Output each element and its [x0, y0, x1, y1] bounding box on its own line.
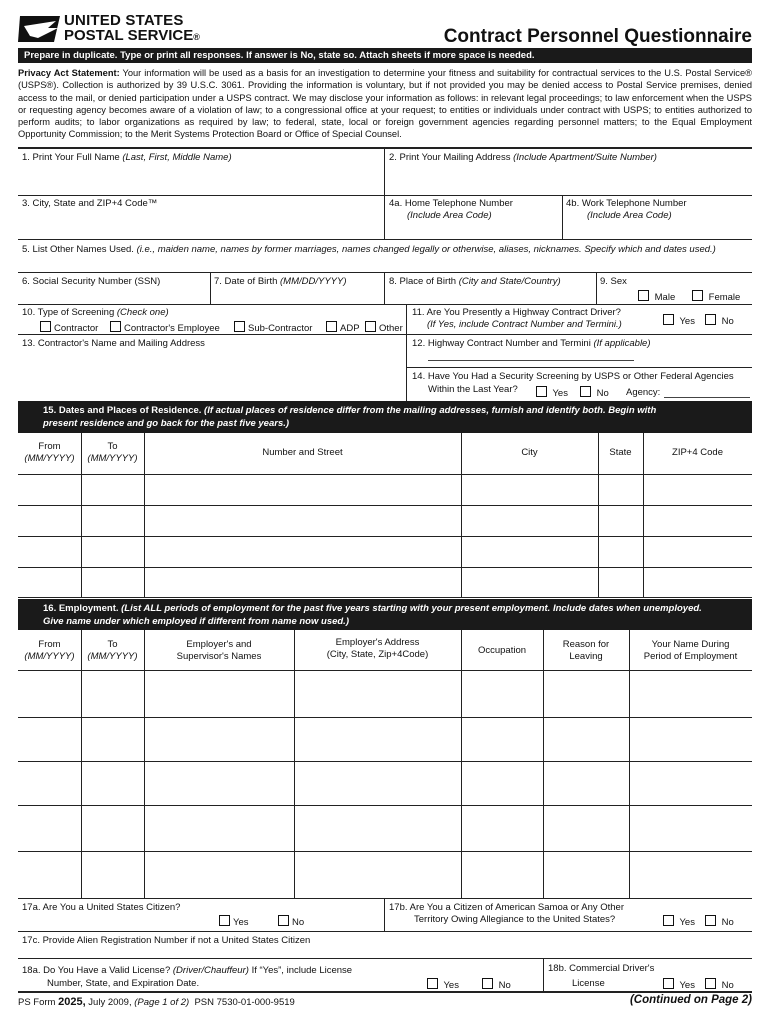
full-name-field[interactable]: [19, 164, 383, 194]
privacy-statement: Privacy Act Statement: Your information will be used as a basis for an investigation to determine your fitness and suitability for contractual services to the U.S. Postal Service® (USPS®). Collection is authorized by 39 U.S.C. 3061. Providing the information is voluntary, but if not provided you may be denied access to Postal Service premises, denied access to the mail, or denied participation under a USPS contract. We may disclose your information as follows: in relevant legal proceedings; to law enforcement when the USPS or requesting agency becomes aware of a violation of law; to a congressional office at your request; to entities or individuals under contract with USPS; to entities authorized to perform audits; to labor organizations as required by law; to federal, state, local or foreign government agencies regarding personnel matters; to the Equal Employment Opportunity Commission; to the Merit Systems Protection Board or Office of Special Counsel.: [18, 68, 752, 140]
emp-col-to: To (MM/YYYY): [87, 639, 138, 662]
section-15-header: 15. Dates and Places of Residence. (If actual places of residence differ from the mailing addresses, furnish and identify both. Begin with present residence and go back for the past five years.): [18, 401, 752, 433]
alien-registration-field[interactable]: [19, 946, 751, 957]
cdl-yes[interactable]: Yes: [663, 978, 695, 991]
hcd-yes-checkbox[interactable]: [663, 314, 674, 325]
field-18a-label-2: Number, State, and Expiration Date.: [47, 978, 200, 989]
form-title: Contract Personnel Questionnaire: [443, 26, 752, 47]
res-col-street: Number and Street: [262, 447, 343, 458]
field-14-label: 14. Have You Had a Security Screening by USPS or Other Federal Agencies: [412, 371, 734, 382]
cdl-no-checkbox[interactable]: [705, 978, 716, 989]
field-18b-label: 18b. Commercial Driver's: [548, 963, 655, 974]
screening-adp[interactable]: ADP: [326, 321, 360, 334]
male-checkbox[interactable]: [638, 290, 649, 301]
samoa-no-checkbox[interactable]: [705, 915, 716, 926]
res-col-from: From (MM/YYYY): [24, 441, 75, 464]
field-17a-label: 17a. Are You a United States Citizen?: [22, 902, 181, 913]
license-yes[interactable]: Yes: [427, 978, 459, 991]
samoa-yes[interactable]: Yes: [663, 915, 695, 928]
other-names-field[interactable]: [19, 256, 751, 271]
screening-sub[interactable]: Sub-Contractor: [234, 321, 312, 334]
field-4a-hint: (Include Area Code): [407, 210, 492, 221]
emp-col-name: Your Name During Period of Employment: [643, 639, 738, 662]
field-17c-label: 17c. Provide Alien Registration Number if not a United States Citizen: [22, 935, 311, 946]
sub-contractor-checkbox[interactable]: [234, 321, 245, 332]
samoa-yes-checkbox[interactable]: [663, 915, 674, 926]
field-17b-label-2: Territory Owing Allegiance to the United States?: [414, 914, 616, 925]
field-10-label: 10. Type of Screening (Check one): [22, 307, 169, 318]
field-4b-hint: (Include Area Code): [587, 210, 672, 221]
emp-col-from: From (MM/YYYY): [24, 639, 75, 662]
field-7-label: 7. Date of Birth (MM/DD/YYYY): [214, 276, 347, 287]
screening-yes[interactable]: Yes: [536, 386, 568, 399]
res-col-to: To (MM/YYYY): [87, 441, 138, 464]
hcd-yes[interactable]: Yes: [663, 314, 695, 327]
form-footer: PS Form 2025, July 2009, (Page 1 of 2) PSN 7530-01-000-9519: [18, 996, 295, 1008]
emp-col-occupation: Occupation: [477, 645, 527, 656]
sex-female-option[interactable]: Female: [692, 290, 740, 303]
screening-contractor[interactable]: Contractor: [40, 321, 98, 334]
field-6-label: 6. Social Security Number (SSN): [22, 276, 161, 287]
contractor-checkbox[interactable]: [40, 321, 51, 332]
screening-other[interactable]: Other: [365, 321, 403, 334]
agency-line[interactable]: [664, 397, 750, 398]
field-9-label: 9. Sex: [600, 276, 627, 287]
license-no[interactable]: No: [482, 978, 511, 991]
res-col-state: State: [609, 447, 632, 458]
field-8-label: 8. Place of Birth (City and State/Country): [389, 276, 561, 287]
field-1-label: 1. Print Your Full Name (Last, First, Middle Name): [22, 152, 232, 163]
field-18a-label: 18a. Do You Have a Valid License? (Driver/Chauffeur) If “Yes”, include License: [22, 965, 353, 976]
female-checkbox[interactable]: [692, 290, 703, 301]
field-11-hint: (If Yes, include Contract Number and Termini.): [427, 319, 622, 330]
citizen-yes-checkbox[interactable]: [219, 915, 230, 926]
emp-col-employer: Employer's and Supervisor's Names: [176, 639, 262, 662]
agency-label: Agency:: [626, 387, 661, 398]
res-col-zip: ZIP+4 Code: [672, 447, 723, 458]
citizen-yes[interactable]: Yes: [219, 915, 249, 928]
field-18b-label-2: License: [572, 978, 605, 989]
screening-employee[interactable]: Contractor's Employee: [110, 321, 220, 334]
employee-checkbox[interactable]: [110, 321, 121, 332]
instruction-bar: Prepare in duplicate. Type or print all responses. If answer is No, state so. Attach sheets if more space is needed.: [18, 48, 752, 63]
field-4b-label: 4b. Work Telephone Number: [566, 198, 687, 209]
hcd-no[interactable]: No: [705, 314, 734, 327]
license-yes-checkbox[interactable]: [427, 978, 438, 989]
res-col-city: City: [521, 447, 538, 458]
field-4a-label: 4a. Home Telephone Number: [389, 198, 513, 209]
field-12-label: 12. Highway Contract Number and Termini (If applicable): [412, 338, 651, 349]
other-checkbox[interactable]: [365, 321, 376, 332]
cdl-yes-checkbox[interactable]: [663, 978, 674, 989]
emp-col-address: Employer's Address (City, State, Zip+4Code): [326, 637, 429, 660]
hcd-no-checkbox[interactable]: [705, 314, 716, 325]
city-state-zip-field[interactable]: [19, 210, 383, 238]
field-5-label: 5. List Other Names Used. (i.e., maiden name, names by former marriages, names changed legally or otherwise, aliases, nicknames. Specify which and dates used.): [22, 244, 716, 255]
sex-male-option[interactable]: Male: [638, 290, 675, 303]
section-16-header: 16. Employment. (List ALL periods of employment for the past five years starting with your present employment. Include dates when unemployed. Give name under which employed if different from name now used.): [18, 599, 752, 630]
field-2-label: 2. Print Your Mailing Address (Include Apartment/Suite Number): [389, 152, 657, 163]
citizen-no[interactable]: No: [278, 915, 304, 928]
screening-no[interactable]: No: [580, 386, 609, 399]
screening-no-checkbox[interactable]: [580, 386, 591, 397]
license-no-checkbox[interactable]: [482, 978, 493, 989]
continued-note: (Continued on Page 2): [629, 994, 752, 1006]
field-3-label: 3. City, State and ZIP+4 Code™: [22, 198, 158, 209]
highway-contract-line[interactable]: [428, 360, 634, 361]
field-13-label: 13. Contractor's Name and Mailing Address: [22, 338, 205, 349]
contractor-address-field[interactable]: [19, 350, 405, 400]
citizen-no-checkbox[interactable]: [278, 915, 289, 926]
samoa-no[interactable]: No: [705, 915, 734, 928]
field-14-label-2: Within the Last Year?: [428, 384, 518, 395]
adp-checkbox[interactable]: [326, 321, 337, 332]
org-name-line2: POSTAL SERVICE®: [64, 27, 200, 44]
cdl-no[interactable]: No: [705, 978, 734, 991]
emp-col-reason: Reason for Leaving: [562, 639, 610, 662]
screening-yes-checkbox[interactable]: [536, 386, 547, 397]
field-17b-label: 17b. Are You a Citizen of American Samoa or Any Other: [389, 902, 624, 913]
field-11-label: 11. Are You Presently a Highway Contract Driver?: [412, 307, 621, 318]
org-name-line1: UNITED STATES: [64, 12, 184, 29]
